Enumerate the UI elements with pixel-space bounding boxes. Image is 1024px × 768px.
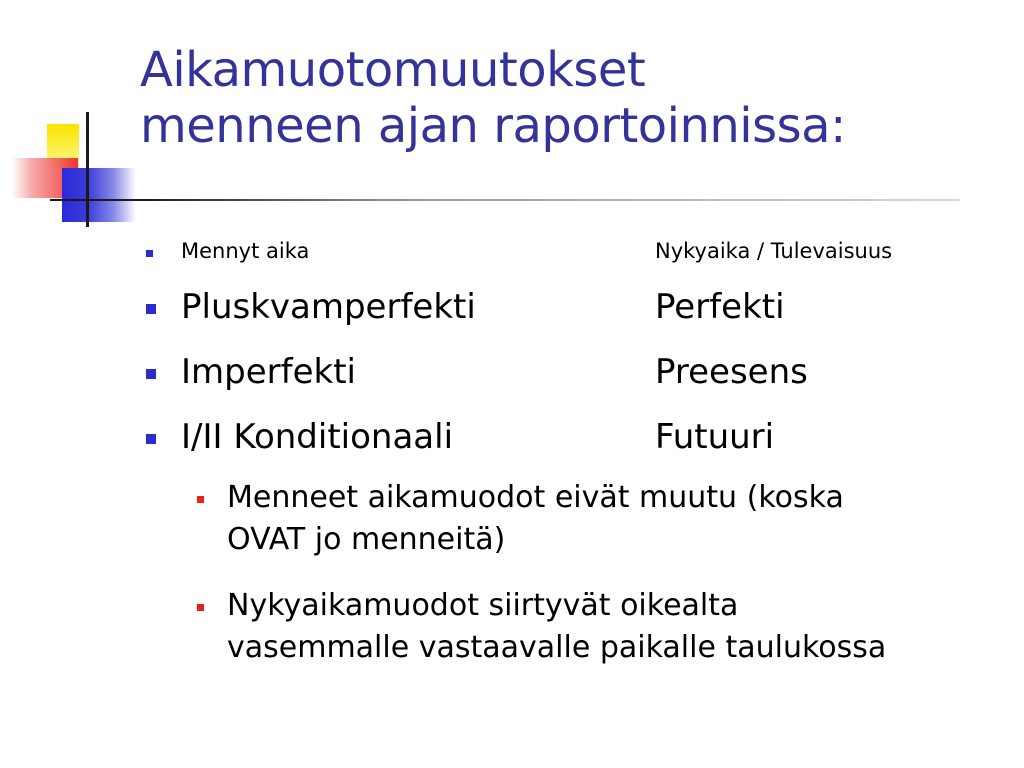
bullet-icon bbox=[146, 250, 153, 257]
row-left: Pluskvamperfekti bbox=[181, 287, 476, 327]
bullet-icon bbox=[146, 304, 156, 314]
sub-item-line-2: OVAT jo menneitä) bbox=[227, 522, 506, 557]
row-right: Futuuri bbox=[655, 417, 775, 457]
row-left: Imperfekti bbox=[181, 352, 356, 392]
bullet-icon bbox=[197, 604, 204, 611]
sub-item-line-1: Menneet aikamuodot eivät muutu (koska bbox=[227, 480, 844, 515]
sub-item-text bbox=[227, 585, 1007, 669]
row-right: Perfekti bbox=[655, 287, 785, 327]
bullet-icon bbox=[197, 496, 204, 503]
header-right: Nykyaika / Tulevaisuus bbox=[655, 239, 893, 263]
row-right: Preesens bbox=[655, 352, 808, 392]
bullet-icon bbox=[146, 369, 156, 379]
bullet-icon bbox=[146, 434, 156, 444]
slide-title-line-1: Aikamuotomuutokset bbox=[140, 42, 646, 98]
sub-item-text bbox=[227, 477, 1007, 561]
header-left: Mennyt aika bbox=[181, 239, 310, 263]
slide-title-line-2: menneen ajan raportoinnissa: bbox=[140, 98, 846, 154]
sub-item-line-1: Nykyaikamuodot siirtyvät oikealta bbox=[227, 588, 739, 623]
sub-item-line-2: vasemmalle vastaavalle paikalle taulukossa bbox=[227, 630, 887, 665]
row-left: I/II Konditionaali bbox=[181, 417, 454, 457]
